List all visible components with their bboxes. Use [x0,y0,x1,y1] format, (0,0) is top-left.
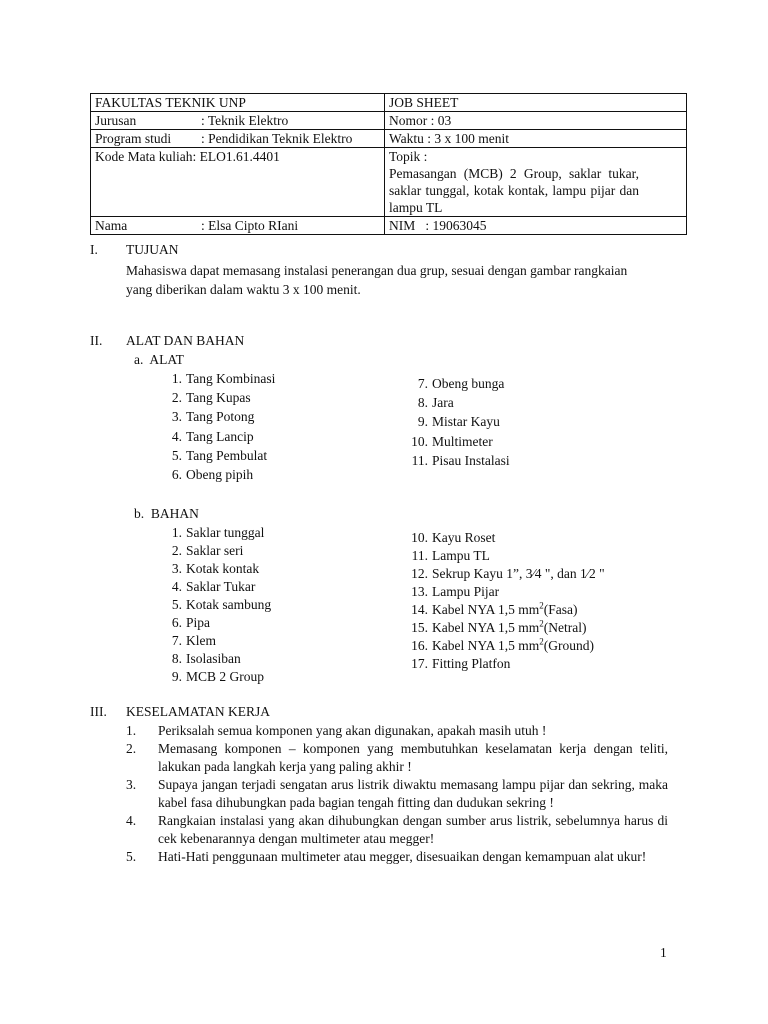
list-item-label: Kabel NYA 1,5 mm [432,602,540,617]
list-item-number: 14. [411,602,428,617]
list-item-label: Isolasiban [186,651,241,666]
prodi-cell [91,130,385,148]
list-item-number: 1. [171,371,182,386]
list-item-text [186,542,243,560]
list-item-text [186,560,259,578]
list-item-text [432,547,490,565]
topik-label: Topik : [389,149,428,164]
list-item-text [432,655,510,673]
list-item-text [432,529,495,547]
list-item-text [432,565,605,583]
job-sheet-header-table [90,93,687,235]
list-item-number: 3. [171,561,182,576]
superscript: 2 [539,636,544,647]
list-item-label: Sekrup Kayu 1”, 3⁄4 ", dan 1⁄2 " [432,566,605,581]
list-item-label: Obeng bunga [432,376,505,391]
list-item-number: 13. [411,584,428,599]
list-item-label: Tang Pembulat [186,447,268,463]
list-item-label: Tang Potong [186,409,255,425]
list-item-text [186,614,210,632]
list-item-label: Multimeter [432,433,493,449]
list-item-text [186,466,253,484]
list-item-text [186,389,251,407]
kode-mk-cell: Kode Mata kuliah: ELO1.61.4401 [91,148,385,217]
list-item-label: Obeng pipih [186,466,254,482]
list-item-number: 4. [171,579,182,594]
list-item-number: 2. [171,543,182,558]
list-item-number: 8. [417,395,428,411]
list-item-suffix: (Netral) [543,620,587,635]
prodi-label: Program studi [95,131,172,146]
list-item-label: Mistar Kayu [432,414,500,430]
list-item-text [186,447,267,465]
list-item-text [432,413,500,431]
list-item-number: 17. [411,656,428,671]
nama-value: : Elsa Cipto RIani [201,218,299,233]
list-item-label: Jara [432,395,454,411]
bahan-subheading: b. BAHAN [134,506,199,521]
section-title: KESELAMATAN KERJA [126,704,271,719]
safety-item [126,776,668,812]
list-item-label: Kabel NYA 1,5 mm [432,620,540,635]
safety-item-number: 5. [126,849,137,864]
list-item-label: Fitting Platfon [432,656,511,671]
list-item-label: Pipa [186,615,211,630]
list-item-label: Tang Lancip [186,428,254,444]
safety-item-number: 1. [126,723,137,738]
prodi-value: : Pendidikan Teknik Elektro [201,131,353,146]
list-item-label: Klem [186,633,216,648]
list-item-label: Kotak kontak [186,561,260,576]
nim-cell: NIM : 19063045 [385,217,687,235]
list-item-suffix: (Ground) [543,638,594,653]
list-item-label: Kotak sambung [186,597,272,612]
list-item-text [432,375,504,393]
topik-value: Pemasangan (MCB) 2 Group, saklar tukar, saklar tunggal, kotak kontak, lampu pijar dan lampu TL [389,166,639,215]
tujuan-text: Mahasiswa dapat memasang instalasi penerangan dua grup, sesuai dengan gambar rangkaian yang diberikan dalam waktu 3 x 100 menit. [126,263,628,297]
waktu-cell: Waktu : 3 x 100 menit [385,130,687,148]
list-item-label: Lampu TL [432,548,490,563]
list-item-number: 9. [171,669,182,684]
list-item-number: 15. [411,620,428,635]
list-item-number: 7. [417,376,428,391]
list-item-text [186,596,271,614]
list-item-text [432,637,594,655]
nama-label: Nama [95,218,128,233]
list-item-text [432,583,499,601]
safety-item-number: 2. [126,741,137,756]
list-item-number: 1. [171,525,182,540]
keselamatan-list [126,722,668,866]
safety-item [126,848,668,866]
list-item-label: Saklar Tukar [186,579,256,594]
list-item-number: 11. [411,548,428,563]
safety-item-text: Rangkaian instalasi yang akan dihubungkan dengan sumber arus listrik, sebelumnya harus di cek kebenarannya dengan multimeter atau megger! [158,813,668,846]
list-item-label: Tang Kupas [186,390,251,406]
list-item-number: 6. [171,615,182,630]
list-item-text [186,650,241,668]
safety-item-number: 3. [126,777,137,792]
list-item-number: 5. [171,447,182,463]
section-title: ALAT DAN BAHAN [126,333,245,348]
list-item-text [186,668,264,686]
list-item-label: Saklar tunggal [186,525,265,540]
list-item-label: Lampu Pijar [432,584,500,599]
list-item-text [432,394,454,412]
list-item-text [432,601,578,619]
safety-item-text: Periksalah semua komponen yang akan digunakan, apakah masih utuh ! [158,723,547,738]
list-item-number: 12. [411,566,428,581]
list-item-text [186,578,255,596]
list-item-number: 8. [171,651,182,666]
safety-item [126,722,668,740]
superscript: 2 [539,600,544,611]
page-number: 1 [660,945,667,960]
list-item-label: MCB 2 Group [186,669,265,684]
list-item-text [186,632,216,650]
jurusan-value: : Teknik Elektro [201,113,289,128]
section-title: TUJUAN [126,242,179,257]
list-item-text [432,433,493,451]
alat-subheading: a. ALAT [134,352,184,367]
safety-item [126,812,668,848]
list-item-text [186,524,264,542]
list-item-text [432,452,510,470]
list-item-number: 2. [171,390,182,406]
list-item-text [186,428,254,446]
list-item-number: 7. [171,633,182,648]
list-item-number: 11. [411,452,428,468]
job-sheet-cell: JOB SHEET [385,94,687,112]
safety-item-number: 4. [126,813,137,828]
safety-item [126,740,668,776]
safety-item-text: Hati-Hati penggunaan multimeter atau megger, disesuaikan dengan kemampuan alat ukur! [158,849,647,864]
list-item-label: Kabel NYA 1,5 mm [432,638,540,653]
nomor-cell: Nomor : 03 [385,112,687,130]
list-item-number: 6. [171,466,182,482]
jurusan-label: Jurusan [95,113,137,128]
list-item-number: 16. [411,638,428,653]
safety-item-text: Supaya jangan terjadi sengatan arus listrik diwaktu memasang lampu pijar dan sekring, maka kabel fasa dihubungkan pada bagian tengah fitting dan dudukan sekring ! [158,777,668,810]
superscript: 2 [539,618,544,629]
topik-cell [385,148,687,217]
section-number: III. [90,704,107,719]
faculty-cell: FAKULTAS TEKNIK UNP [91,94,385,112]
jurusan-cell [91,112,385,130]
list-item-number: 3. [171,409,182,425]
list-item-number: 9. [417,414,428,430]
list-item-number: 10. [411,433,428,449]
list-item-text [186,408,254,426]
list-item-number: 4. [171,428,182,444]
list-item-label: Tang Kombinasi [186,371,276,386]
list-item-number: 5. [171,597,182,612]
list-item-label: Kayu Roset [432,530,496,545]
list-item-label: Saklar seri [186,543,244,558]
section-number: I. [90,242,98,257]
section-number: II. [90,333,103,348]
list-item-label: Pisau Instalasi [432,452,510,468]
list-item-suffix: (Fasa) [543,602,578,617]
nama-cell [91,217,385,235]
list-item-text [186,370,275,388]
list-item-text [432,619,586,637]
safety-item-text: Memasang komponen – komponen yang membutuhkan keselamatan kerja dengan teliti, lakukan pada langkah kerja yang paling akhir ! [158,741,668,774]
list-item-number: 10. [411,530,428,545]
